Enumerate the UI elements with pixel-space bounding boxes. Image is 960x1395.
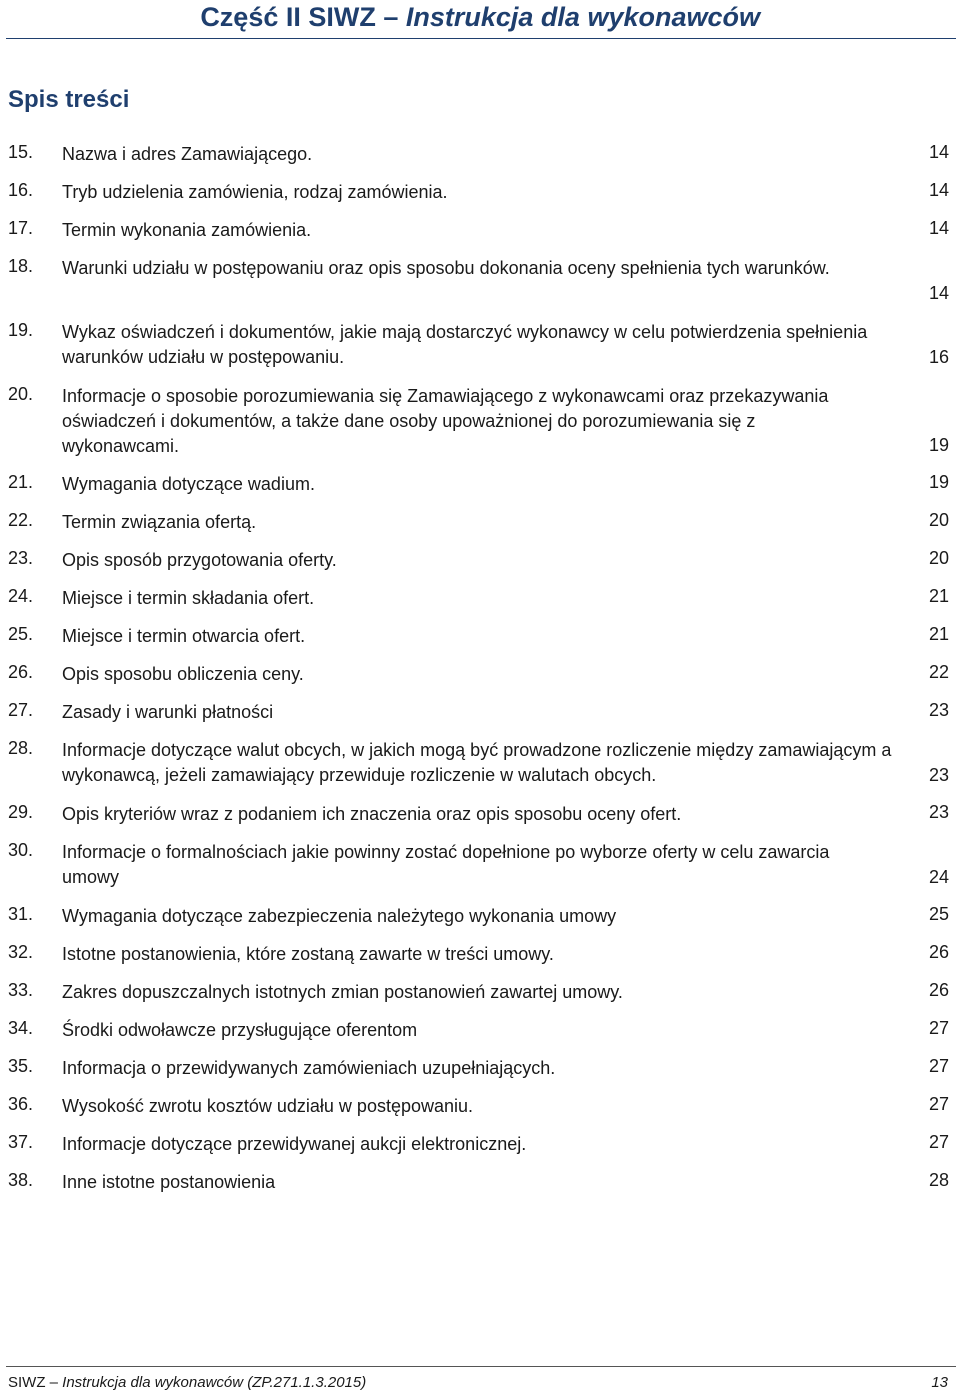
toc-entry[interactable] [0, 178, 960, 216]
toc-entry-text[interactable]: Wykaz oświadczeń i dokumentów, jakie mają dostarczyć wykonawcy w celu potwierdzenia spełnienia warunków udziału w postępowaniu. [62, 322, 868, 367]
toc-entry-text[interactable]: Miejsce i termin składania ofert. [62, 588, 315, 608]
footer-subtitle: Instrukcja dla wykonawców (ZP.271.1.3.2015) [62, 1374, 367, 1391]
toc-entry-page: 14 [928, 142, 949, 162]
toc-entry-text[interactable]: Istotne postanowienia, które zostaną zawarte w treści umowy. [62, 944, 554, 964]
toc-entry-text[interactable]: Termin związania ofertą. [62, 512, 257, 532]
toc-entry-text[interactable]: Nazwa i adres Zamawiającego. [62, 144, 313, 164]
footer-prefix: SIWZ – [8, 1374, 63, 1391]
header-divider [6, 38, 956, 39]
toc-entry[interactable] [0, 902, 960, 940]
header-title-subtitle: Instrukcja dla wykonawców [405, 2, 760, 32]
toc-entry-number: 33. [8, 980, 34, 1000]
toc-entry-number: 25. [8, 624, 34, 644]
toc-entry-page: 23 [928, 765, 949, 785]
toc-entry-text[interactable]: Zasady i warunki płatności [62, 702, 274, 722]
toc-entry[interactable] [0, 660, 960, 698]
toc-entry-number: 16. [8, 180, 34, 200]
toc-entry[interactable] [0, 546, 960, 584]
toc-entry-text[interactable]: Zakres dopuszczalnych istotnych zmian postanowień zawartej umowy. [62, 982, 623, 1002]
toc-entry-page: 16 [928, 347, 949, 367]
toc-entry-number: 18. [8, 256, 34, 276]
toc-entry-page: 20 [928, 510, 949, 530]
toc-entry-number: 35. [8, 1056, 34, 1076]
toc-entry-text[interactable]: Informacje dotyczące przewidywanej aukcji elektronicznej. [62, 1134, 527, 1154]
toc-entry-number: 17. [8, 218, 34, 238]
toc-entry-page: 28 [928, 1170, 949, 1190]
toc-entry-page: 14 [928, 218, 949, 238]
toc-entry-page: 27 [928, 1018, 949, 1038]
toc-entry-text[interactable]: Opis kryteriów wraz z podaniem ich znaczenia oraz opis sposobu oceny ofert. [62, 804, 682, 824]
table-of-contents [0, 140, 960, 1206]
toc-entry-text[interactable]: Warunki udziału w postępowaniu oraz opis sposobu dokonania oceny spełnienia tych warunków. [62, 258, 830, 278]
toc-entry[interactable] [0, 978, 960, 1016]
toc-entry-page: 24 [928, 867, 949, 887]
toc-entry-number: 22. [8, 510, 34, 530]
toc-entry-page: 22 [928, 662, 949, 682]
toc-entry[interactable] [0, 800, 960, 838]
toc-entry[interactable] [0, 1092, 960, 1130]
toc-entry-page: 23 [928, 802, 949, 822]
toc-entry-page: 21 [928, 586, 949, 606]
toc-entry-number: 23. [8, 548, 34, 568]
page-header-title [200, 2, 760, 33]
toc-entry[interactable] [0, 470, 960, 508]
toc-entry[interactable] [0, 698, 960, 736]
toc-entry-number: 36. [8, 1094, 34, 1114]
toc-entry-text[interactable]: Informacje o formalnościach jakie powinny zostać dopełnione po wyborze oferty w celu zawarcia umowy [62, 842, 830, 887]
toc-entry-number: 21. [8, 472, 34, 492]
toc-entry[interactable] [0, 622, 960, 660]
toc-entry-text[interactable]: Wymagania dotyczące zabezpieczenia należytego wykonania umowy [62, 906, 617, 926]
toc-entry-number: 29. [8, 802, 34, 822]
toc-entry[interactable] [0, 318, 960, 382]
toc-entry[interactable] [0, 1054, 960, 1092]
toc-entry-text[interactable]: Miejsce i termin otwarcia ofert. [62, 626, 306, 646]
toc-entry-page: 23 [928, 700, 949, 720]
toc-entry-text[interactable]: Inne istotne postanowienia [62, 1172, 276, 1192]
toc-entry-number: 28. [8, 738, 34, 758]
toc-entry-page: 14 [928, 283, 949, 303]
toc-entry-text[interactable]: Wysokość zwrotu kosztów udziału w postępowaniu. [62, 1096, 474, 1116]
toc-entry[interactable] [0, 140, 960, 178]
footer-divider [6, 1366, 956, 1367]
footer-document-reference [8, 1374, 366, 1391]
toc-entry-page: 20 [928, 548, 949, 568]
toc-entry[interactable] [0, 838, 960, 902]
toc-entry[interactable] [0, 1130, 960, 1168]
toc-entry-text[interactable]: Informacja o przewidywanych zamówieniach uzupełniających. [62, 1058, 556, 1078]
toc-entry[interactable] [0, 382, 960, 470]
toc-entry-page: 27 [928, 1056, 949, 1076]
toc-heading: Spis treści [8, 86, 130, 113]
toc-entry-text[interactable]: Opis sposób przygotowania oferty. [62, 550, 337, 570]
toc-entry[interactable] [0, 736, 960, 800]
toc-entry[interactable] [0, 940, 960, 978]
toc-entry-page: 26 [928, 980, 949, 1000]
toc-entry-page: 26 [928, 942, 949, 962]
toc-entry-text[interactable]: Tryb udzielenia zamówienia, rodzaj zamówienia. [62, 182, 448, 202]
toc-entry-number: 31. [8, 904, 34, 924]
toc-entry-page: 19 [928, 472, 949, 492]
toc-entry-number: 32. [8, 942, 34, 962]
toc-entry-text[interactable]: Termin wykonania zamówienia. [62, 220, 312, 240]
toc-entry[interactable] [0, 508, 960, 546]
toc-entry-page: 27 [928, 1094, 949, 1114]
toc-entry-number: 38. [8, 1170, 34, 1190]
toc-entry-page: 25 [928, 904, 949, 924]
toc-entry-page: 27 [928, 1132, 949, 1152]
toc-entry[interactable] [0, 1016, 960, 1054]
header-title-prefix: Część II SIWZ – [200, 2, 406, 32]
toc-entry-number: 27. [8, 700, 34, 720]
toc-entry-text[interactable]: Opis sposobu obliczenia ceny. [62, 664, 304, 684]
toc-entry-text[interactable]: Informacje o sposobie porozumiewania się Zamawiającego z wykonawcami oraz przekazywania oświadczeń i dokumentów, a także dane osoby upoważnionej do porozumiewania się z wykonawcami. [62, 386, 829, 456]
toc-entry-number: 30. [8, 840, 34, 860]
toc-entry-page: 14 [928, 180, 949, 200]
toc-entry[interactable] [0, 254, 960, 318]
toc-entry-number: 24. [8, 586, 34, 606]
toc-entry-number: 15. [8, 142, 34, 162]
toc-entry-number: 34. [8, 1018, 34, 1038]
toc-entry[interactable] [0, 216, 960, 254]
toc-entry-text[interactable]: Informacje dotyczące walut obcych, w jakich mogą być prowadzone rozliczenie między zamawiającym a wykonawcą, jeżeli zamawiający przewiduje rozliczenie w walutach obcych. [62, 740, 892, 785]
toc-entry-number: 26. [8, 662, 34, 682]
toc-entry-number: 20. [8, 384, 34, 404]
toc-entry-page: 21 [928, 624, 949, 644]
footer-page-number: 13 [931, 1374, 948, 1391]
toc-entry[interactable] [0, 584, 960, 622]
toc-entry-text[interactable]: Wymagania dotyczące wadium. [62, 474, 315, 494]
toc-entry-page: 19 [928, 435, 949, 455]
toc-entry-text[interactable]: Środki odwoławcze przysługujące oferentom [62, 1020, 418, 1040]
toc-entry-number: 37. [8, 1132, 34, 1152]
toc-entry-number: 19. [8, 320, 34, 340]
toc-entry[interactable] [0, 1168, 960, 1206]
